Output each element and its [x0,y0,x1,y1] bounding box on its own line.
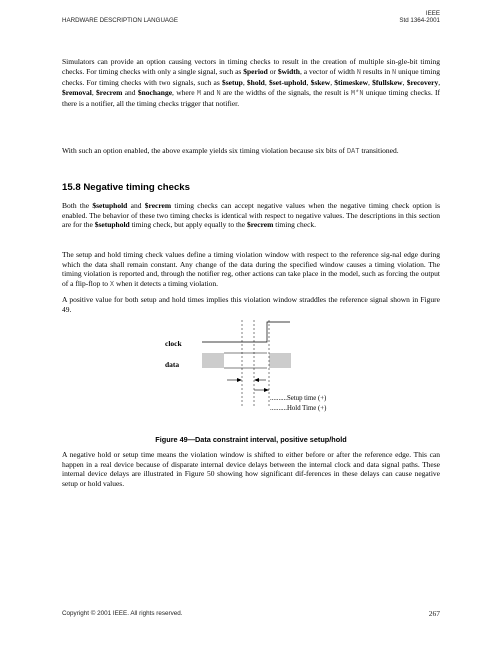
text: Both the [62,201,93,210]
header-ieee: IEEE [425,10,440,17]
text: , where [172,87,197,97]
hold-arrowhead [264,388,269,392]
paragraph-negative-values [62,201,440,230]
setup-arrowhead-left [237,378,242,382]
clock-label: clock [165,339,182,348]
figure-caption: Figure 49—Data constraint interval, positive setup/hold [155,435,347,444]
text: transitioned. [359,146,399,155]
header-title: HARDWARE DESCRIPTION LANGUAGE [62,17,178,24]
text: timing check. [273,220,317,230]
paragraph-negative-hold-setup: A negative hold or setup time means the violation window is shifted to either before or after the reference edge. This can happen in a real device because of disparate internal device delays between the internal clock and data signal paths. These internal device delays are illustrated in Figure 50 showing how significant dif-ferences in these delays can cause negative setup or hold values. [62,450,440,488]
text: , [368,78,373,88]
keyword: $setup [221,78,243,88]
setup-arrowhead-right [254,378,259,382]
text: , [306,78,311,88]
text: and [127,201,145,210]
keyword: $hold [246,78,265,88]
text: Simulators can provide an option causing vectors in timing checks to result in the creation of multiple sin-gle-bit timing checks. For timing checks with only a single signal, such as [62,57,440,76]
keyword: $setuphold [94,220,130,230]
header-standard: Std 1364-2001 [399,17,440,24]
code-text: DAT [346,148,360,156]
timing-diagram-svg [160,320,340,428]
text: , [242,78,247,88]
keyword: $setuphold [92,201,128,210]
data-transition-region-right [269,353,291,368]
text: when it detects a timing violation. [114,278,219,288]
text: and [122,87,138,97]
code-text: M [196,89,202,98]
paragraph-positive-values: A positive value for both setup and hold times implies this violation window straddles the reference signal shown in Figure 49. [62,295,440,314]
keyword: $set-uphold [268,78,307,88]
text: With such an option enabled, the above example yields six timing violation because six bits of [62,146,347,155]
keyword: $width [277,66,300,76]
paragraph-vector-timing-checks [62,57,440,109]
text: unique timing checks. If there is a notifier, all the timing checks trigger that notifier. [62,87,440,109]
text: are the widths of the signals, the result is [220,87,351,97]
text: The setup and hold timing check values define a timing violation window with respect to the reference sig-nal edge during which the data shall remain constant. Any change of the data during the specified window causes a timing violation. The timing violation is reported and, through the notifier reg, other actions can take place in the model, such as forcing the output of a flip-flop to [62,250,440,288]
figure-49-timing-diagram [160,320,340,433]
text: , [402,78,407,88]
text: timing check, but apply equally to the [129,220,247,230]
code-text: X [109,280,115,289]
setup-time-label: ..........Setup time (+) [270,395,327,402]
keyword: $recrem [96,87,123,97]
keyword: $fullskew [372,78,403,88]
section-heading: 15.8 Negative timing checks [62,182,190,193]
text: , [91,87,97,97]
keyword: $period [243,66,268,76]
footer-copyright: Copyright © 2001 IEEE. All rights reserved. [62,610,183,617]
text: , [330,78,335,88]
keyword: $nochange [137,87,173,97]
paragraph-option-example [62,146,440,158]
code-text: M*N [350,89,364,98]
keyword: $recrem [144,201,172,210]
keyword: $skew [310,78,331,88]
paragraph-violation-window [62,250,440,290]
keyword: $timeskew [334,78,369,88]
text: and [201,87,217,97]
clock-waveform [202,322,290,342]
keyword: $recovery [406,78,439,88]
text: timing checks can accept negative values when the negative timing check option is enabled. The behavior of these two timing checks is identical with respect to negative values. The descriptions in this section are for the [62,201,440,230]
data-transition-region-left [202,353,224,368]
text: unique timing checks. For timing checks with two signals, such as [62,66,441,88]
hold-time-label: ..........Hold Time (+) [270,405,327,412]
keyword: $recrem [246,220,274,230]
text: , [264,78,269,88]
text: , a vector of width [299,66,357,76]
footer-page-number: 267 [428,609,440,618]
code-text: N [392,68,397,77]
text: results in [360,66,393,76]
code-text: N [216,89,221,98]
text: or [267,66,278,76]
text: , [438,78,441,88]
code-text: N [356,68,361,77]
data-label: data [165,360,180,369]
keyword: $removal [62,87,92,97]
